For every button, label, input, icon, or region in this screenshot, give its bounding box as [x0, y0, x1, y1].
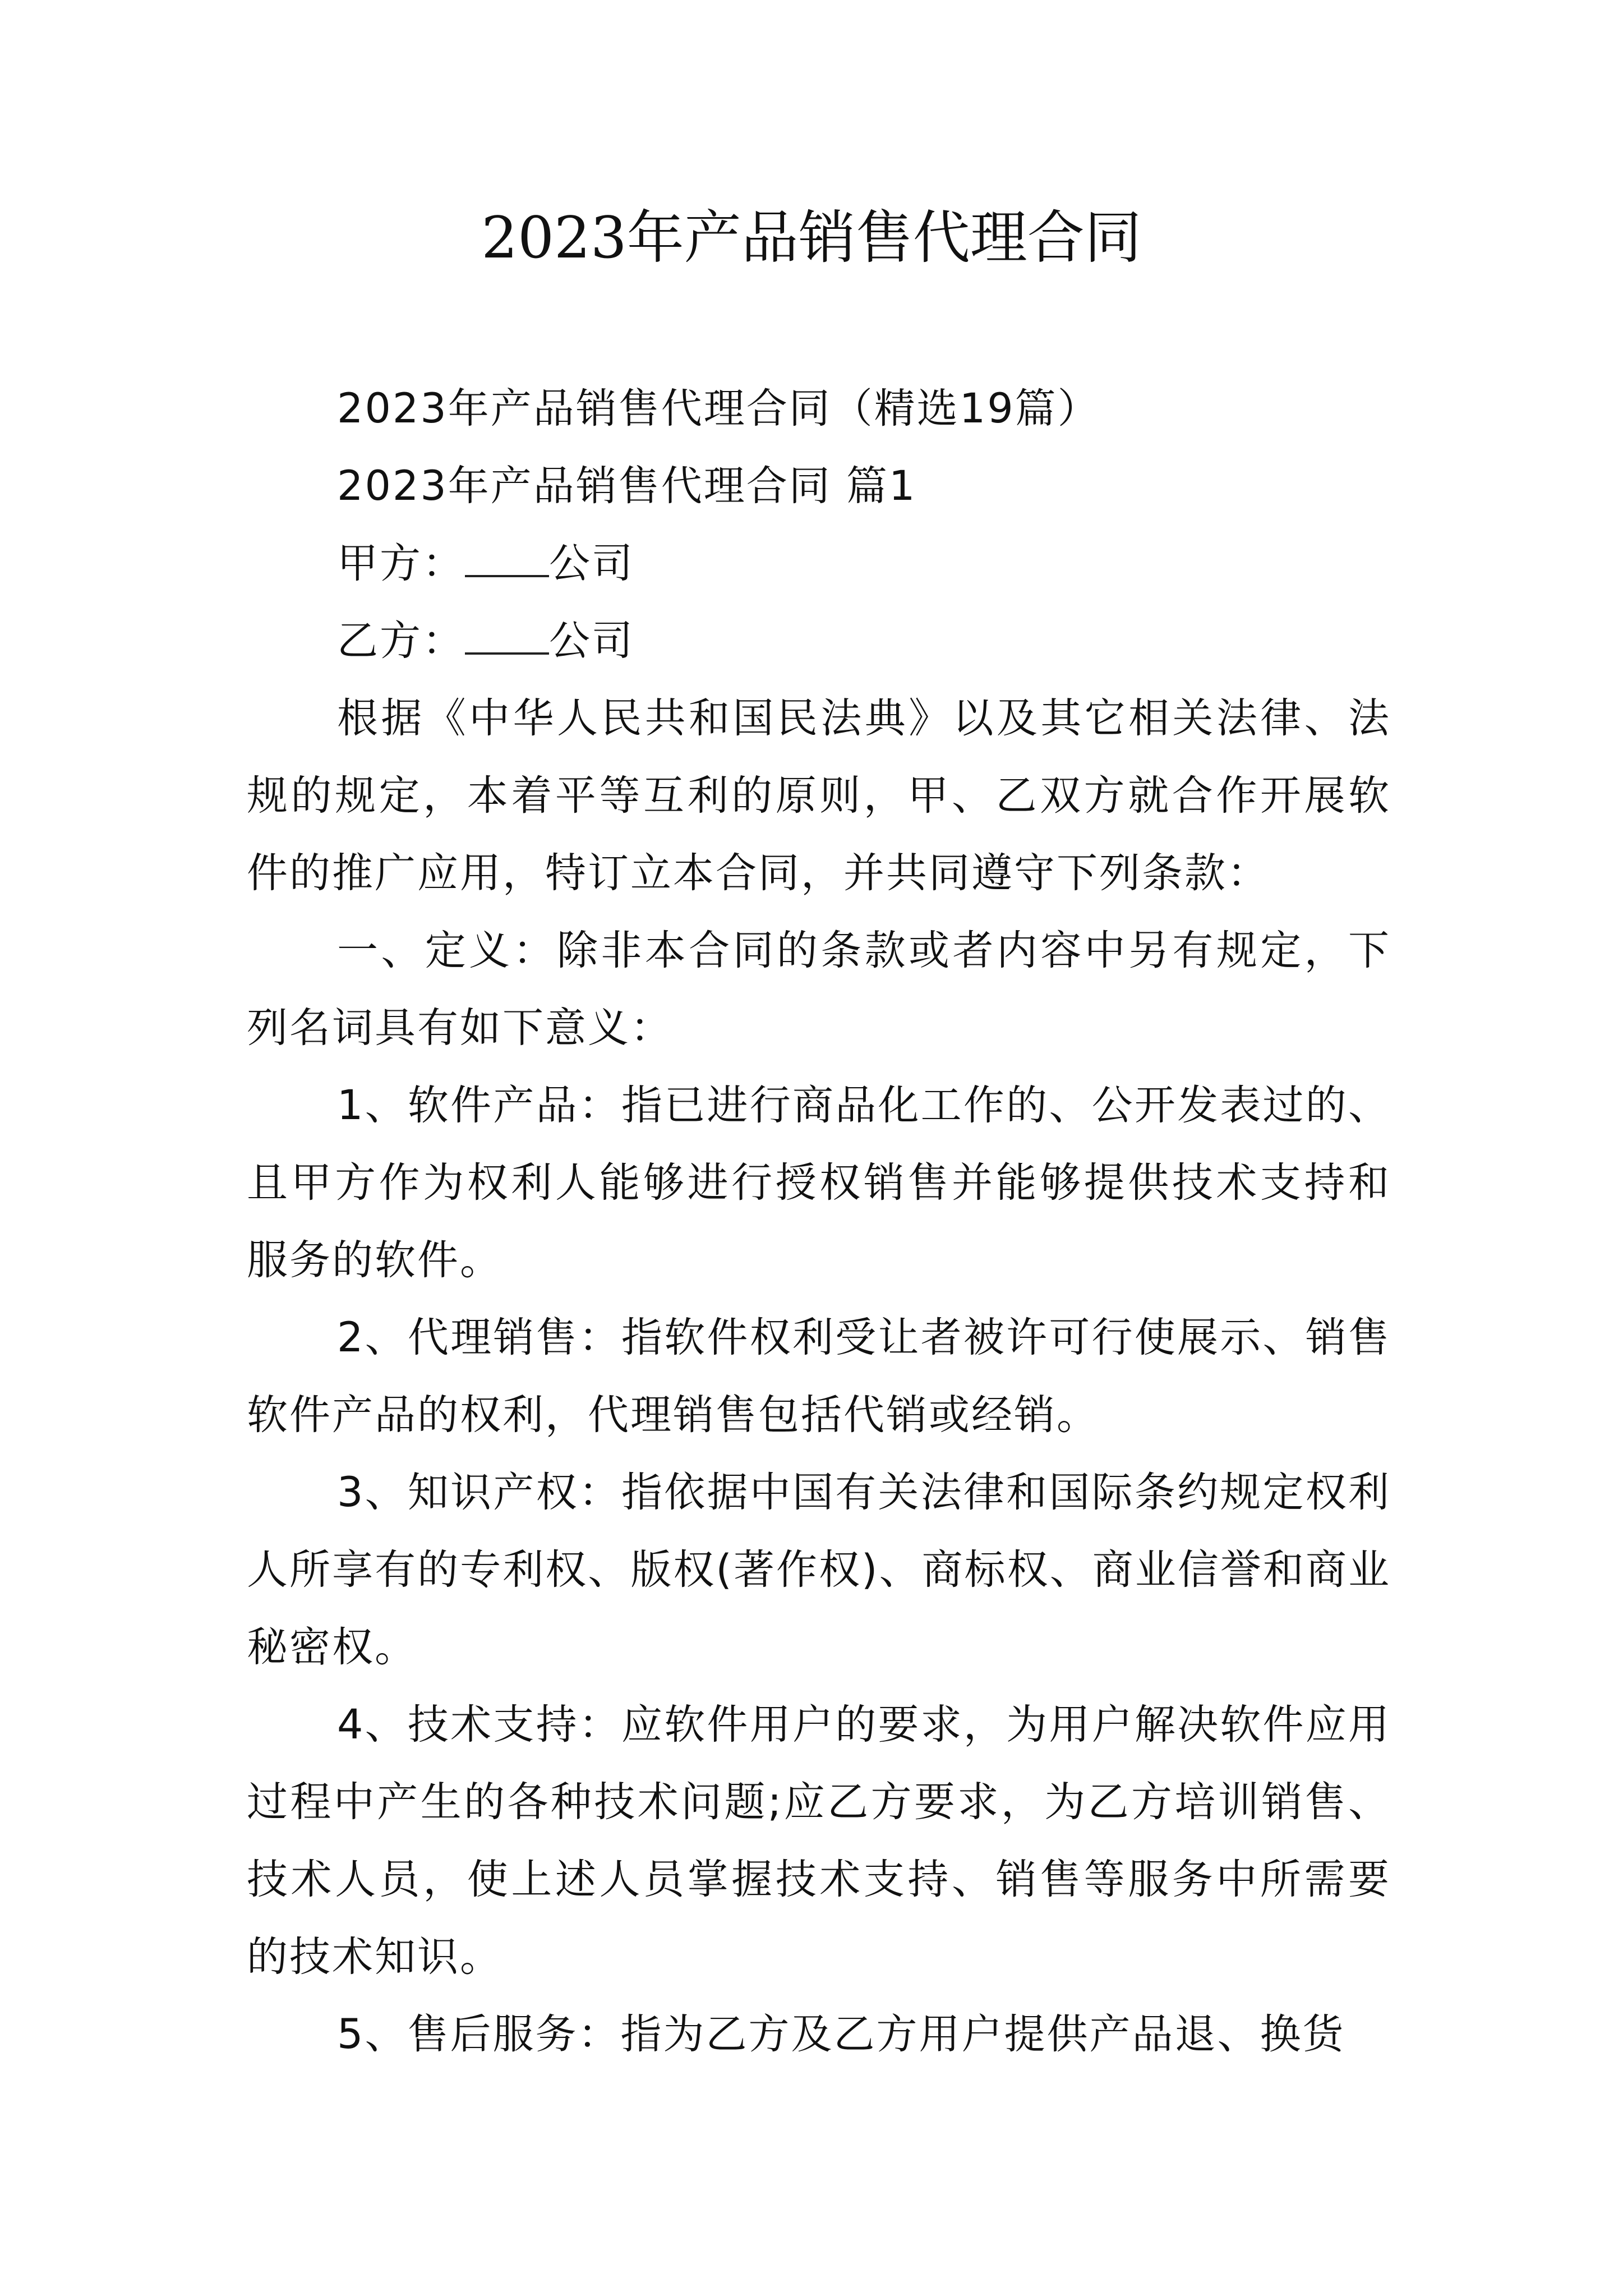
paragraph-after-sales: 5、售后服务：指为乙方及乙方用户提供产品退、换货 — [337, 2010, 1345, 2058]
party-a-line — [247, 525, 1391, 602]
document-body — [247, 370, 1391, 2073]
paragraph-agency-sales: 2、代理销售：指软件权利受让者被许可行使展示、销售软件产品的权利，代理销售包括代销或经销。 — [247, 1314, 1391, 1439]
paragraph-preamble: 根据《中华人民共和国民法典》以及其它相关法律、法规的规定，本着平等互利的原则，甲、乙双方就合作开展软件的推广应用，特订立本合同，并共同遵守下列条款： — [247, 694, 1391, 897]
paragraph-technical-support: 4、技术支持：应软件用户的要求，为用户解决软件应用过程中产生的各种技术问题;应乙方要求，为乙方培训销售、技术人员，使上述人员掌握技术支持、销售等服务中所需要的技术知识。 — [247, 1701, 1391, 1981]
party-a-suffix: 公司 — [549, 540, 634, 587]
document-title: 2023年产品销售代理合同 — [481, 205, 1142, 272]
paragraph-software-product: 1、软件产品：指已进行商品化工作的、公开发表过的、且甲方作为权利人能够进行授权销售并能够提供技术支持和服务的软件。 — [247, 1082, 1391, 1284]
party-b-line — [247, 602, 1391, 680]
party-b-suffix: 公司 — [549, 617, 634, 665]
party-b-blank — [465, 619, 549, 655]
paragraph-intellectual-property: 3、知识产权：指依据中国有关法律和国际条约规定权利人所享有的专利权、版权(著作权)、商标权、商业信誉和商业秘密权。 — [247, 1469, 1391, 1671]
party-b-label: 乙方： — [337, 617, 465, 665]
section-heading: 2023年产品销售代理合同 篇1 — [337, 462, 917, 510]
paragraph-definitions: 一、定义：除非本合同的条款或者内容中另有规定，下列名词具有如下意义： — [247, 927, 1391, 1052]
party-a-label: 甲方： — [337, 540, 465, 587]
document-subtitle: 2023年产品销售代理合同（精选19篇） — [337, 385, 1100, 432]
party-a-blank — [465, 541, 549, 577]
